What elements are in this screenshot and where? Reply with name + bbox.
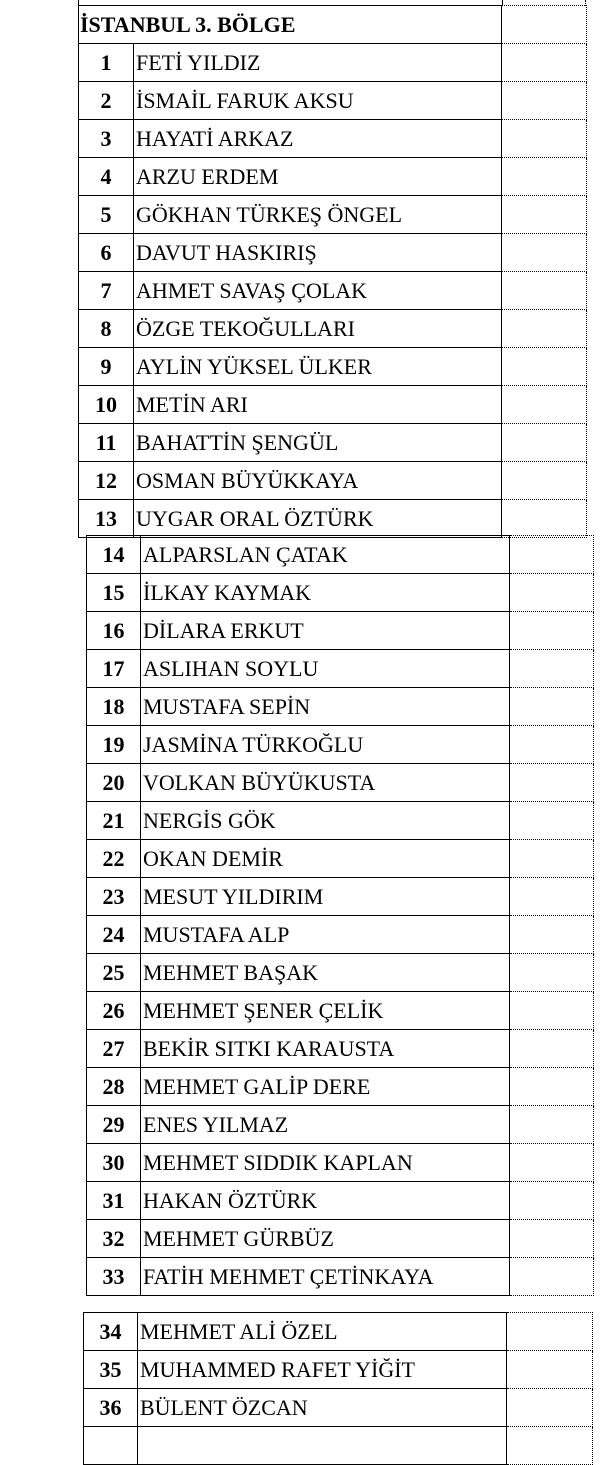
candidate-name: DAVUT HASKIRIŞ xyxy=(134,234,502,272)
table-row xyxy=(87,574,594,612)
table-row xyxy=(84,1313,593,1351)
candidate-name: ARZU ERDEM xyxy=(134,158,502,196)
vote-cell xyxy=(510,1144,594,1182)
vote-cell xyxy=(510,954,594,992)
candidate-name: OSMAN BÜYÜKKAYA xyxy=(134,462,502,500)
table-row xyxy=(84,1389,593,1427)
candidate-name: HAKAN ÖZTÜRK xyxy=(141,1182,510,1220)
vote-cell xyxy=(510,536,594,574)
vote-cell xyxy=(502,44,587,82)
vote-cell xyxy=(510,726,594,764)
candidate-number: 34 xyxy=(84,1313,138,1351)
table-row xyxy=(87,1106,594,1144)
candidate-name: AYLİN YÜKSEL ÜLKER xyxy=(134,348,502,386)
vote-cell xyxy=(502,500,587,538)
region-title: İSTANBUL 3. BÖLGE xyxy=(79,6,502,44)
candidate-name: GÖKHAN TÜRKEŞ ÖNGEL xyxy=(134,196,502,234)
candidate-name: AHMET SAVAŞ ÇOLAK xyxy=(134,272,502,310)
vote-cell xyxy=(510,1068,594,1106)
table-row xyxy=(79,386,587,424)
candidate-number: 10 xyxy=(79,386,134,424)
vote-cell xyxy=(502,462,587,500)
candidate-number: 29 xyxy=(87,1106,141,1144)
table-row xyxy=(87,878,594,916)
candidate-number: 27 xyxy=(87,1030,141,1068)
table-row xyxy=(79,44,587,82)
candidate-number: 8 xyxy=(79,310,134,348)
candidate-number: 5 xyxy=(79,196,134,234)
candidate-number: 13 xyxy=(79,500,134,538)
candidate-number: 19 xyxy=(87,726,141,764)
table-row xyxy=(79,500,587,538)
candidate-table-block-3 xyxy=(83,1312,593,1465)
candidate-number: 30 xyxy=(87,1144,141,1182)
candidate-name: FETİ YILDIZ xyxy=(134,44,502,82)
candidate-table-block-2 xyxy=(86,535,594,1296)
vote-cell xyxy=(510,992,594,1030)
vote-cell xyxy=(502,120,587,158)
candidate-name: MUSTAFA SEPİN xyxy=(141,688,510,726)
candidate-number: 15 xyxy=(87,574,141,612)
candidate-number: 16 xyxy=(87,612,141,650)
table-row xyxy=(79,120,587,158)
candidate-number: 21 xyxy=(87,802,141,840)
vote-cell xyxy=(507,1427,593,1465)
vote-cell xyxy=(510,612,594,650)
vote-cell xyxy=(502,82,587,120)
vote-cell xyxy=(502,234,587,272)
candidate-number: 11 xyxy=(79,424,134,462)
candidate-number: 23 xyxy=(87,878,141,916)
candidate-name: İSMAİL FARUK AKSU xyxy=(134,82,502,120)
candidate-name: İLKAY KAYMAK xyxy=(141,574,510,612)
candidate-name: MEHMET GÜRBÜZ xyxy=(141,1220,510,1258)
table-row xyxy=(79,158,587,196)
vote-cell xyxy=(510,1182,594,1220)
candidate-name: FATİH MEHMET ÇETİNKAYA xyxy=(141,1258,510,1296)
candidate-number: 26 xyxy=(87,992,141,1030)
candidate-name: ASLIHAN SOYLU xyxy=(141,650,510,688)
vote-cell xyxy=(510,574,594,612)
candidate-number: 31 xyxy=(87,1182,141,1220)
vote-cell xyxy=(507,1351,593,1389)
vote-cell xyxy=(502,196,587,234)
candidate-name: BEKİR SITKI KARAUSTA xyxy=(141,1030,510,1068)
table-row xyxy=(87,650,594,688)
table-row xyxy=(87,612,594,650)
table-row xyxy=(87,726,594,764)
candidate-name: MEHMET ŞENER ÇELİK xyxy=(141,992,510,1030)
table-row xyxy=(79,196,587,234)
table-row xyxy=(87,916,594,954)
candidate-table-block-1 xyxy=(78,5,587,538)
candidate-number: 2 xyxy=(79,82,134,120)
candidate-number: 36 xyxy=(84,1389,138,1427)
candidate-name: NERGİS GÖK xyxy=(141,802,510,840)
vote-cell xyxy=(502,272,587,310)
candidate-number: 12 xyxy=(79,462,134,500)
candidate-name: MEHMET GALİP DERE xyxy=(141,1068,510,1106)
candidate-name: ÖZGE TEKOĞULLARI xyxy=(134,310,502,348)
table-row xyxy=(79,82,587,120)
vote-cell xyxy=(510,1106,594,1144)
candidate-name: METİN ARI xyxy=(134,386,502,424)
candidate-name: ENES YILMAZ xyxy=(141,1106,510,1144)
table-row xyxy=(79,424,587,462)
candidate-number: 33 xyxy=(87,1258,141,1296)
table-row xyxy=(84,1351,593,1389)
table-row xyxy=(87,802,594,840)
vote-cell xyxy=(510,688,594,726)
table-row xyxy=(87,840,594,878)
candidate-name: DİLARA ERKUT xyxy=(141,612,510,650)
candidate-number: 4 xyxy=(79,158,134,196)
table-row xyxy=(79,272,587,310)
table-row xyxy=(87,1144,594,1182)
candidate-number: 18 xyxy=(87,688,141,726)
table-row xyxy=(87,992,594,1030)
table-row xyxy=(79,462,587,500)
candidate-number: 17 xyxy=(87,650,141,688)
candidate-number: 20 xyxy=(87,764,141,802)
table-row xyxy=(79,234,587,272)
candidate-name: VOLKAN BÜYÜKUSTA xyxy=(141,764,510,802)
vote-cell xyxy=(510,1030,594,1068)
candidate-number: 24 xyxy=(87,916,141,954)
vote-cell xyxy=(510,878,594,916)
vote-cell xyxy=(510,840,594,878)
candidate-number: 1 xyxy=(79,44,134,82)
vote-cell xyxy=(507,1389,593,1427)
candidate-name: ALPARSLAN ÇATAK xyxy=(141,536,510,574)
vote-cell xyxy=(502,310,587,348)
region-header-row xyxy=(79,6,587,44)
table-row xyxy=(79,348,587,386)
vote-cell xyxy=(507,1313,593,1351)
vote-cell xyxy=(502,158,587,196)
vote-cell xyxy=(502,424,587,462)
vote-cell xyxy=(510,1220,594,1258)
vote-cell xyxy=(510,650,594,688)
candidate-name: MEHMET ALİ ÖZEL xyxy=(138,1313,507,1351)
candidate-name: UYGAR ORAL ÖZTÜRK xyxy=(134,500,502,538)
candidate-number: 7 xyxy=(79,272,134,310)
candidate-number xyxy=(84,1427,138,1465)
table-row xyxy=(87,536,594,574)
candidate-number: 6 xyxy=(79,234,134,272)
table-row xyxy=(87,688,594,726)
candidate-number: 28 xyxy=(87,1068,141,1106)
candidate-name: MUSTAFA ALP xyxy=(141,916,510,954)
table-row xyxy=(79,310,587,348)
candidate-name: MESUT YILDIRIM xyxy=(141,878,510,916)
candidate-number: 35 xyxy=(84,1351,138,1389)
table-row xyxy=(87,1258,594,1296)
candidate-name xyxy=(138,1427,507,1465)
table-row xyxy=(87,954,594,992)
candidate-name: JASMİNA TÜRKOĞLU xyxy=(141,726,510,764)
table-row xyxy=(87,1068,594,1106)
candidate-name: BÜLENT ÖZCAN xyxy=(138,1389,507,1427)
vote-cell xyxy=(502,6,587,44)
vote-cell xyxy=(502,386,587,424)
candidate-name: OKAN DEMİR xyxy=(141,840,510,878)
vote-cell xyxy=(502,348,587,386)
candidate-number: 22 xyxy=(87,840,141,878)
vote-cell xyxy=(510,764,594,802)
candidate-name: BAHATTİN ŞENGÜL xyxy=(134,424,502,462)
vote-cell xyxy=(510,802,594,840)
candidate-name: MEHMET SIDDIK KAPLAN xyxy=(141,1144,510,1182)
candidate-number: 32 xyxy=(87,1220,141,1258)
table-row xyxy=(84,1427,593,1465)
candidate-number: 3 xyxy=(79,120,134,158)
table-row xyxy=(87,764,594,802)
table-row xyxy=(87,1220,594,1258)
candidate-number: 25 xyxy=(87,954,141,992)
table-row xyxy=(87,1182,594,1220)
vote-cell xyxy=(510,916,594,954)
table-row xyxy=(87,1030,594,1068)
candidate-name: MEHMET BAŞAK xyxy=(141,954,510,992)
candidate-number: 9 xyxy=(79,348,134,386)
vote-cell xyxy=(510,1258,594,1296)
candidate-name: HAYATİ ARKAZ xyxy=(134,120,502,158)
candidate-number: 14 xyxy=(87,536,141,574)
candidate-name: MUHAMMED RAFET YİĞİT xyxy=(138,1351,507,1389)
